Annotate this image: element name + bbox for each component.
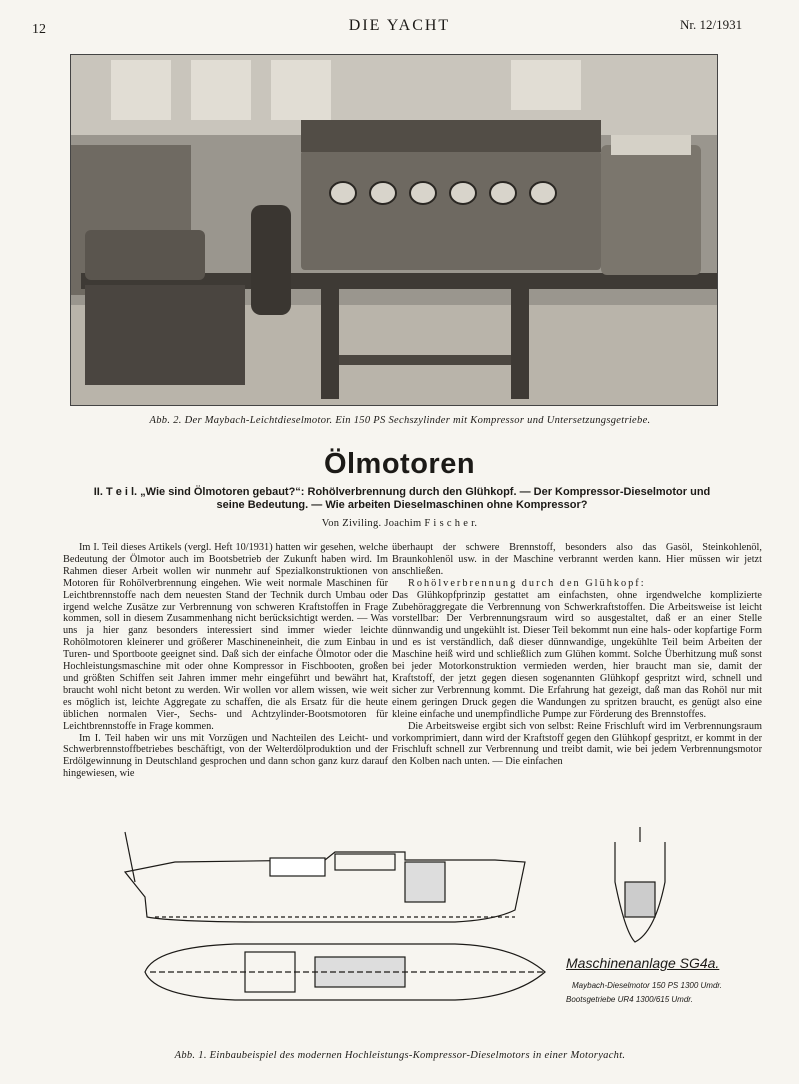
paragraph [392, 578, 762, 590]
figure-caption-abb1: Abb. 1. Einbaubeispiel des modernen Hochleistungs-Kompressor-Dieselmotors in einer Motoryacht. [174, 1050, 626, 1061]
section-head: Rohölverbrennung durch den Glühkopf: [408, 577, 646, 589]
paragraph: Im I. Teil haben wir uns mit Vorzügen und Nachteilen des Leicht- und Schwerbrennstoffbetriebes beschäftigt, von der Welterdölproduktion und der Erdölgewinnung in Deutschland gesprochen und dann schon ganz kurz darauf hingewiesen, wie [63, 732, 388, 780]
page-number: 12 [32, 22, 46, 37]
text-column-right [392, 542, 762, 768]
text-column-left [63, 542, 388, 780]
paragraph: Im I. Teil dieses Artikels (vergl. Heft 10/1931) hatten wir gesehen, welche Bedeutung der Ölmotor auch im Bootsbetrieb der Zukunft haben wird. Im Rahmen dieser Arbeit wollen wir nunmehr auf Spezialkonstruktionen von Motoren für Rohölverbrennung eingehen. Wie weit normale Maschinen für Leichtbrennstoffe nach dem neuesten Stand der Technik durch Umbau oder irgend welche Zusätze zur Verbrennung von schweren Kraftstoffen in Frage kommen, soll in diesem Zusammenhang nicht berücksichtigt werden. — Was uns ja hier ganz besonders interessiert sind immer wieder leichte Rohölmotoren kleinerer und größerer Maschineneinheit, die zum Einbau in Turen- und Sportboote geeignet sind. Daß sich der einfache Ölmotor oder die Hochleistungsmaschine mit oder ohne Kompressor in Fischbooten, großen und größten Schiffen seit Jahren immer mehr eingeführt und bewährt hat, braucht wohl nicht betont zu werden. Wir wollen vor allem wissen, wie weit es möglich ist, leichte Aggregate zu schaffen, die als Ersatz für die heute üblichen normalen Vier-, Sechs- und Achtzylinder-Bootsmotoren für Leichtbrennstoffe in Frage kommen. [63, 542, 388, 732]
engine-photo [70, 54, 718, 406]
paragraph: überhaupt der schwere Brennstoff, besonders also das Gasöl, Steinkohlenöl, Braunkohlenöl usw. in der Maschine verbrannt werden kann. Hier müssen wir jetzt anschließen. [392, 542, 762, 577]
article-subtitle [62, 486, 742, 512]
subtitle-line-2: seine Bedeutung. — Wie arbeiten Dieselmaschinen ohne Kompressor? [216, 499, 588, 511]
article-title: Ölmotoren [323, 448, 476, 480]
article-author: Von Ziviling. Joachim F i s c h e r. [321, 518, 478, 529]
subtitle-line-1: II. T e i l. „Wie sind Ölmotoren gebaut?“: Rohölverbrennung durch den Glühkopf. — Der Kompressor-Dieselmotor und [93, 486, 711, 498]
running-head: DIE YACHT [348, 17, 451, 34]
engine-plant-title: Maschinenanlage SG4a. [566, 955, 720, 971]
engine-spec-line: Maybach-Dieselmotor 150 PS 1300 Umdr. [572, 981, 722, 990]
issue-number: Nr. 12/1931 [680, 17, 743, 32]
paragraph: Das Glühkopfprinzip gestattet am einfachsten, ohne irgendwelche komplizierte Zubehöraggregate die Verbrennung von Schwerkraftstoffen. Die Arbeitsweise ist leicht vorstellbar: Der Verbrennungsraum wird so ausgestaltet, daß er an einer Stelle dünnwandig und ungekühlt ist. Dieser Teil bekommt nun eine hals- oder kopfartige Form und es ist verständlich, daß dieser dünnwandige, ungekühlte Teil beim Arbeiten der Maschine heiß wird und schließlich zum Glühen kommt. Solche Überhitzung muß sonst bei jeder Motorkonstruktion vermieden werden, hier braucht man sie, damit der Kraftstoff, der jetzt gegen diesen sogenannten Glühkopf gespritzt wird, schnell und sicher zur Verbrennung kommt. Die Erfahrung hat gezeigt, daß man das Rohöl nur mit einem geringen Druck gegen die Wandungen zu spritzen braucht, es genügt also eine kleine einfache und unempfindliche Pumpe zur Förderung des Brennstoffes. [392, 589, 762, 720]
paragraph: Die Arbeitsweise ergibt sich von selbst: Reine Frischluft wird im Verbrennungsraum vorkomprimiert, dann wird der Kraftstoff gegen den Glühkopf gespritzt, er kommt in der Frischluft schnell zur Verbrennung und treibt damit, wie bei jedem Verbrennungsmotor den Kolben nach unten. — Die einfachen [392, 720, 762, 768]
figure-caption-abb2: Abb. 2. Der Maybach-Leichtdieselmotor. Ein 150 PS Sechszylinder mit Kompressor und Untersetzungsgetriebe. [149, 415, 651, 426]
gearbox-spec-line: Bootsgetriebe UR4 1300/615 Umdr. [566, 995, 693, 1004]
